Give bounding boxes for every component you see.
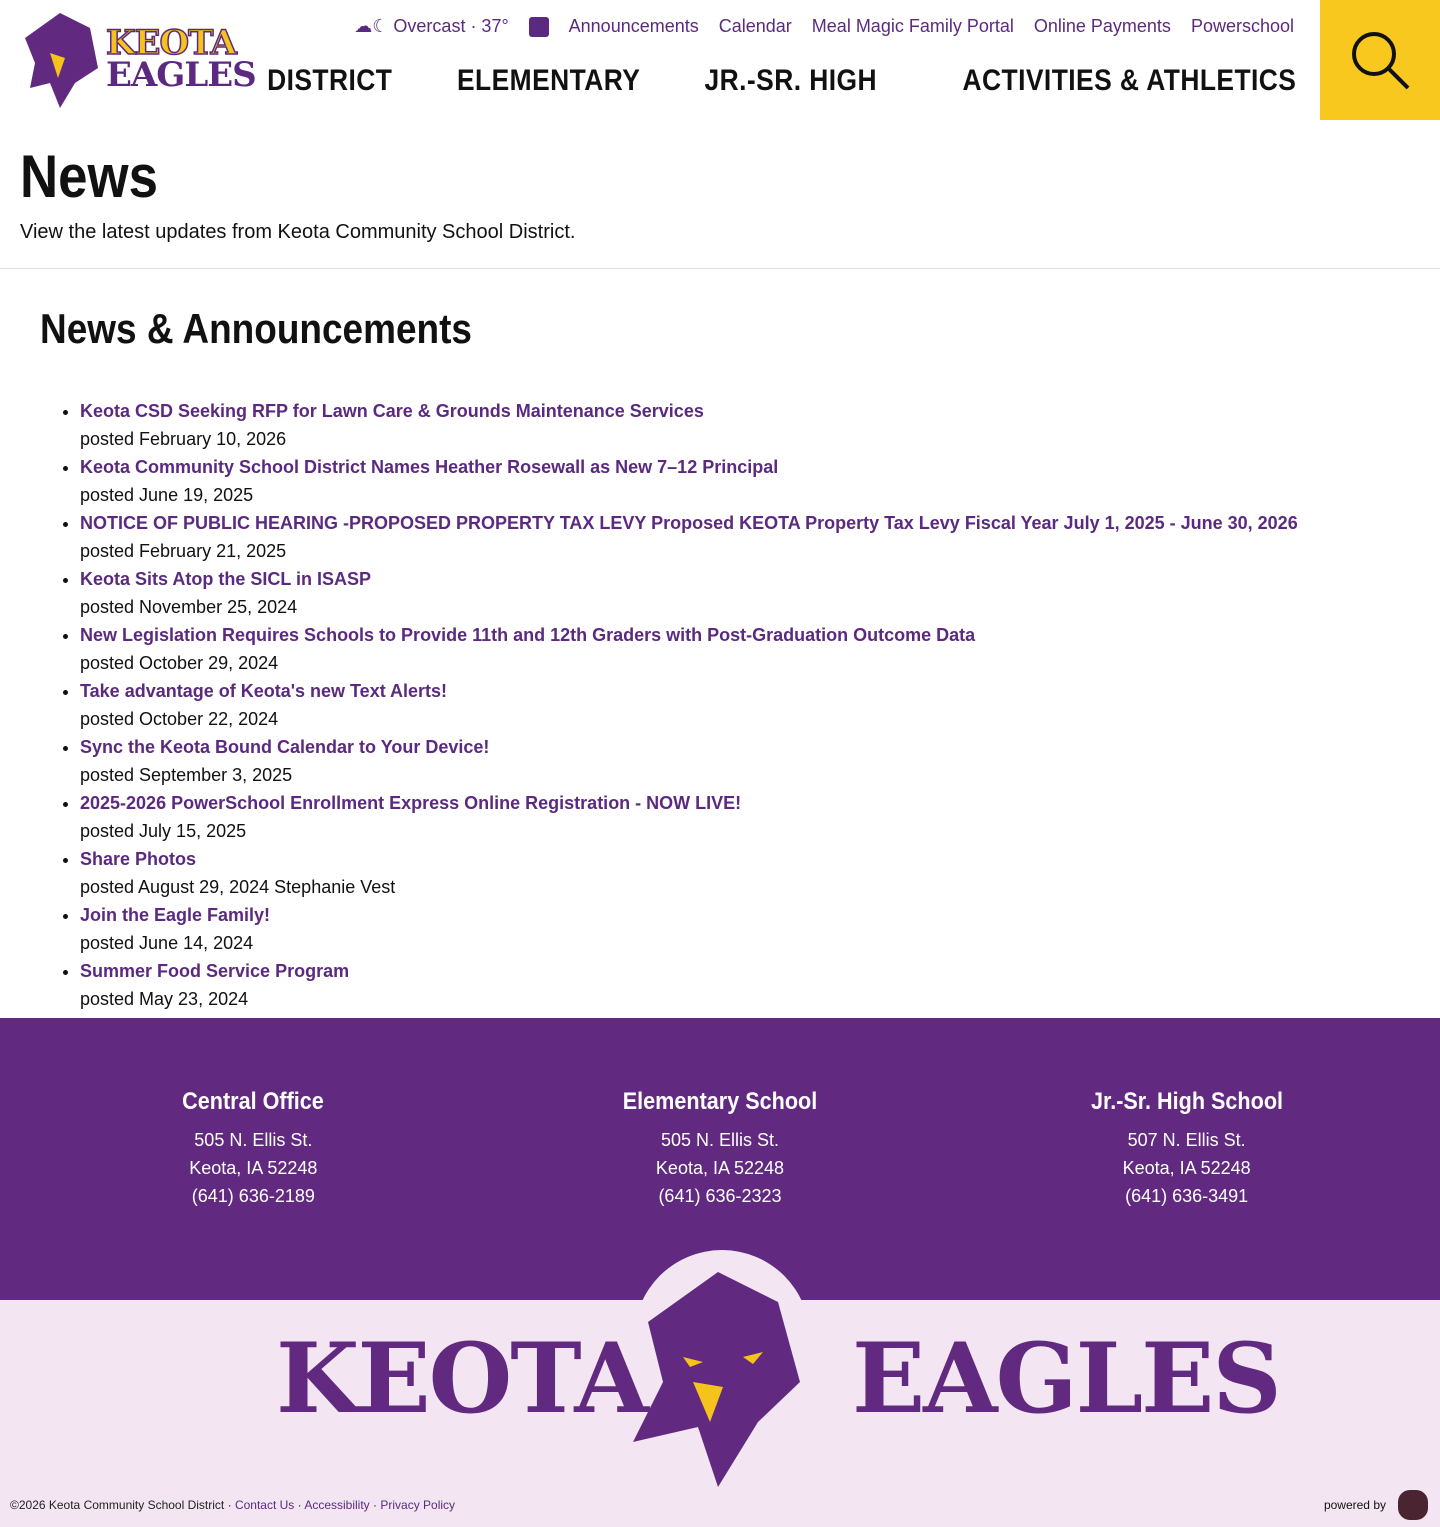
news-section [0, 269, 1440, 1033]
powered-by-text: powered by [1323, 1498, 1386, 1512]
copyright: ©2026 Keota Community School District · [10, 1498, 232, 1512]
util-link-online-payments[interactable]: Online Payments [1033, 16, 1171, 36]
site-logo[interactable] [20, 8, 256, 110]
section-heading: News & Announcements [40, 305, 472, 352]
news-date: posted July 15, 2025 [80, 821, 247, 841]
weather [354, 16, 508, 37]
news-item [80, 397, 1400, 453]
news-link[interactable]: NOTICE OF PUBLIC HEARING -PROPOSED PROPERTY TAX LEVY Proposed KEOTA Property Tax Levy Fiscal Year July 1, 2025 - June 30, 2026 [80, 513, 1298, 533]
news-link[interactable]: 2025-2026 PowerSchool Enrollment Express Online Registration - NOW LIVE! [80, 793, 742, 813]
eagle-mascot-icon [628, 1262, 808, 1487]
news-item [80, 789, 1400, 845]
news-date: posted June 19, 2025 [80, 485, 254, 505]
facebook-icon[interactable]: f [529, 17, 549, 37]
news-item [80, 565, 1400, 621]
logo-text-eagles: EAGLES [106, 55, 256, 95]
util-link-powerschool[interactable]: Powerschool [1190, 16, 1294, 36]
news-list [40, 397, 1400, 1013]
news-date: posted October 29, 2024 [80, 653, 279, 673]
news-link[interactable]: Keota CSD Seeking RFP for Lawn Care & Grounds Maintenance Services [80, 401, 704, 421]
search-button[interactable] [1320, 0, 1440, 120]
office-phone[interactable]: (641) 636-2323 [658, 1186, 782, 1206]
news-item [80, 677, 1400, 733]
news-item [80, 845, 1400, 901]
office-name: Central Office [182, 1088, 325, 1115]
office-city: Keota, IA 52248 [1122, 1158, 1251, 1178]
office-city: Keota, IA 52248 [189, 1158, 318, 1178]
office-street: 505 N. Ellis St. [194, 1130, 313, 1150]
news-date: posted October 22, 2024 [80, 709, 279, 729]
logo-text-keota: KEOTA [106, 23, 236, 63]
news-item [80, 957, 1400, 1013]
office-street: 505 N. Ellis St. [660, 1130, 779, 1150]
privacy-link[interactable]: Privacy Policy [380, 1498, 456, 1512]
news-link[interactable]: Take advantage of Keota's new Text Alerts! [80, 681, 448, 701]
footer-word-keota: KEOTA [276, 1322, 647, 1435]
vendor-logo-icon [1398, 1490, 1428, 1520]
utility-nav [354, 16, 1294, 37]
nav-activities-athletics[interactable]: ACTIVITIES & ATHLETICS [962, 64, 1296, 97]
eagle-icon [20, 8, 100, 108]
page-title: News [20, 143, 158, 210]
util-link-calendar[interactable]: Calendar [718, 16, 792, 36]
news-date: posted February 21, 2025 [80, 541, 287, 561]
news-item [80, 621, 1400, 677]
news-date: posted September 3, 2025 [80, 765, 293, 785]
util-link-meal-magic[interactable]: Meal Magic Family Portal [811, 16, 1014, 36]
accessibility-link[interactable]: Accessibility [304, 1498, 370, 1512]
util-link-announcements[interactable]: Announcements [568, 16, 699, 36]
weather-text: Overcast · 37° [393, 16, 509, 36]
footer-word-eagles: EAGLES [852, 1322, 1280, 1435]
news-link[interactable]: New Legislation Requires Schools to Provide 11th and 12th Graders with Post-Graduation Outcome Data [80, 625, 976, 645]
office-name: Jr.-Sr. High School [1090, 1088, 1283, 1115]
news-item [80, 453, 1400, 509]
nav-elementary[interactable]: ELEMENTARY [457, 64, 641, 97]
legal-bar: ©2026 Keota Community School District · Contact Us · Accessibility · Privacy Policy [10, 1498, 456, 1512]
office-phone[interactable]: (641) 636-2189 [191, 1186, 315, 1206]
page-subtitle: View the latest updates from Keota Community School District. [20, 221, 576, 243]
news-link[interactable]: Keota Sits Atop the SICL in ISASP [80, 569, 372, 589]
nav-jr-sr-high[interactable]: JR.-SR. HIGH [704, 64, 877, 97]
powered-by[interactable] [1324, 1490, 1428, 1520]
news-date: posted June 14, 2024 [80, 933, 254, 953]
news-link[interactable]: Keota Community School District Names Heather Rosewall as New 7–12 Principal [80, 457, 779, 477]
news-link[interactable]: Share Photos [80, 849, 197, 869]
news-item [80, 509, 1400, 565]
nav-district[interactable]: DISTRICT [267, 64, 393, 97]
news-date: posted November 25, 2024 [80, 597, 298, 617]
office-name: Elementary School [622, 1088, 818, 1115]
office-city: Keota, IA 52248 [655, 1158, 785, 1178]
office-jr-sr-high [954, 1088, 1420, 1210]
cloud-moon-icon: ☁☾ [354, 16, 389, 36]
office-central [20, 1088, 486, 1210]
office-elementary [487, 1088, 953, 1210]
main-nav [250, 64, 1296, 98]
news-link[interactable]: Join the Eagle Family! [80, 905, 271, 925]
news-item [80, 901, 1400, 957]
search-icon [1348, 28, 1412, 92]
site-header [0, 0, 1440, 120]
contact-link[interactable]: Contact Us [234, 1498, 295, 1512]
news-item [80, 733, 1400, 789]
news-date: posted May 23, 2024 [80, 989, 249, 1009]
office-phone[interactable]: (641) 636-3491 [1125, 1186, 1249, 1206]
news-link[interactable]: Sync the Keota Bound Calendar to Your Device! [80, 737, 490, 757]
news-date: posted February 10, 2026 [80, 429, 287, 449]
page-hero [0, 120, 1440, 269]
office-street: 507 N. Ellis St. [1127, 1130, 1246, 1150]
news-link[interactable]: Summer Food Service Program [80, 961, 350, 981]
news-date: posted August 29, 2024 Stephanie Vest [80, 877, 396, 897]
